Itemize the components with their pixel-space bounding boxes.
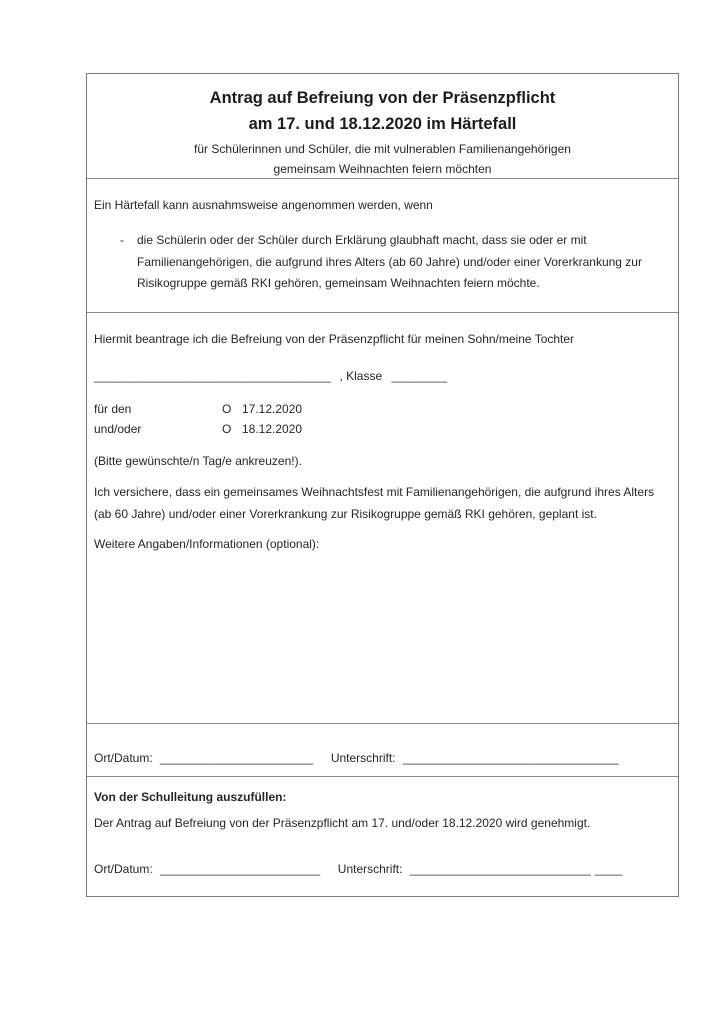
school-ort-datum-blank-field[interactable]: _______________________ <box>160 862 321 876</box>
school-unterschrift-blank-field[interactable]: __________________________ ____ <box>409 862 623 876</box>
form-subtitle <box>94 139 671 179</box>
school-section-heading: Von der Schulleitung auszufüllen: <box>94 790 287 804</box>
school-unterschrift-label: Unterschrift: <box>337 862 403 876</box>
hardship-bullet-line-3: Risikogruppe gemäß RKI gehören, gemeinsam Weihnachten feiern möchte. <box>137 276 540 290</box>
hardship-bullet-text <box>137 230 642 295</box>
hardship-intro: Ein Härtefall kann ausnahmsweise angenommen werden, wenn <box>94 198 433 212</box>
optional-info-label: Weitere Angaben/Informationen (optional): <box>94 537 320 551</box>
parent-ort-datum-label: Ort/Datum: <box>94 751 153 765</box>
form-table <box>86 73 679 897</box>
form-title-line-1: Antrag auf Befreiung von der Präsenzpflicht <box>209 89 556 107</box>
form-subtitle-line-1: für Schülerinnen und Schüler, die mit vulnerablen Familienangehörigen <box>194 142 571 156</box>
day-option-1-date: 17.12.2020 <box>242 402 303 416</box>
optional-info-blank-area[interactable] <box>94 552 671 692</box>
hardship-definition-section <box>87 178 678 312</box>
checkbox-instruction-note: (Bitte gewünschte/n Tag/e ankreuzen!). <box>94 454 302 468</box>
day-option-1-label: für den <box>94 402 132 416</box>
form-subtitle-line-2: gemeinsam Weihnachten feiern möchten <box>273 162 492 176</box>
day-option-row-2 <box>94 420 671 440</box>
form-title-line-2: am 17. und 18.12.2020 im Härtefall <box>248 115 517 133</box>
day-selection-rows <box>94 400 671 439</box>
bullet-dash-marker: - <box>120 233 124 247</box>
hardship-bullet-line-1: die Schülerin oder der Schüler durch Erklärung glaubhaft macht, dass sie oder er mit <box>137 233 587 247</box>
parent-signature-row <box>94 750 671 766</box>
form-header-section <box>87 74 678 178</box>
checkbox-circle-18-12[interactable]: O <box>222 421 232 436</box>
assurance-paragraph <box>94 482 671 525</box>
parent-unterschrift-blank-field[interactable]: _______________________________ <box>402 751 620 765</box>
klasse-label: , Klasse <box>339 369 383 383</box>
hardship-bullet-item <box>94 230 671 295</box>
klasse-blank-field[interactable]: ________ <box>391 369 448 383</box>
application-section <box>87 312 678 723</box>
day-option-row-1 <box>94 400 671 420</box>
name-and-class-row <box>94 368 671 384</box>
school-admin-section <box>87 776 678 877</box>
day-option-2-date: 18.12.2020 <box>242 421 303 436</box>
checkbox-circle-17-12[interactable]: O <box>222 402 232 416</box>
assurance-line-1: Ich versichere, dass ein gemeinsames Weihnachtsfest mit Familienangehörigen, die aufgrund ihres Alters <box>94 485 655 499</box>
application-request-line: Hiermit beantrage ich die Befreiung von der Präsenzpflicht für meinen Sohn/meine Tochter <box>94 332 575 346</box>
parent-ort-datum-blank-field[interactable]: ______________________ <box>160 751 314 765</box>
hardship-bullet-line-2: Familienangehörigen, die aufgrund ihres Alters (ab 60 Jahre) und/oder einer Vorerkrankung zur <box>137 254 642 269</box>
student-name-blank-field[interactable]: __________________________________ <box>94 369 332 383</box>
day-option-2-label: und/oder <box>94 421 142 436</box>
school-approval-statement: Der Antrag auf Befreiung von der Präsenzpflicht am 17. und/oder 18.12.2020 wird genehmigt. <box>94 816 591 830</box>
school-signature-row <box>94 861 671 877</box>
school-ort-datum-label: Ort/Datum: <box>94 862 153 876</box>
parent-signature-section <box>87 723 678 776</box>
parent-unterschrift-label: Unterschrift: <box>330 751 396 765</box>
assurance-line-2: (ab 60 Jahre) und/oder einer Vorerkrankung zur Risikogruppe gemäß RKI gehören, geplant ist. <box>94 506 597 521</box>
